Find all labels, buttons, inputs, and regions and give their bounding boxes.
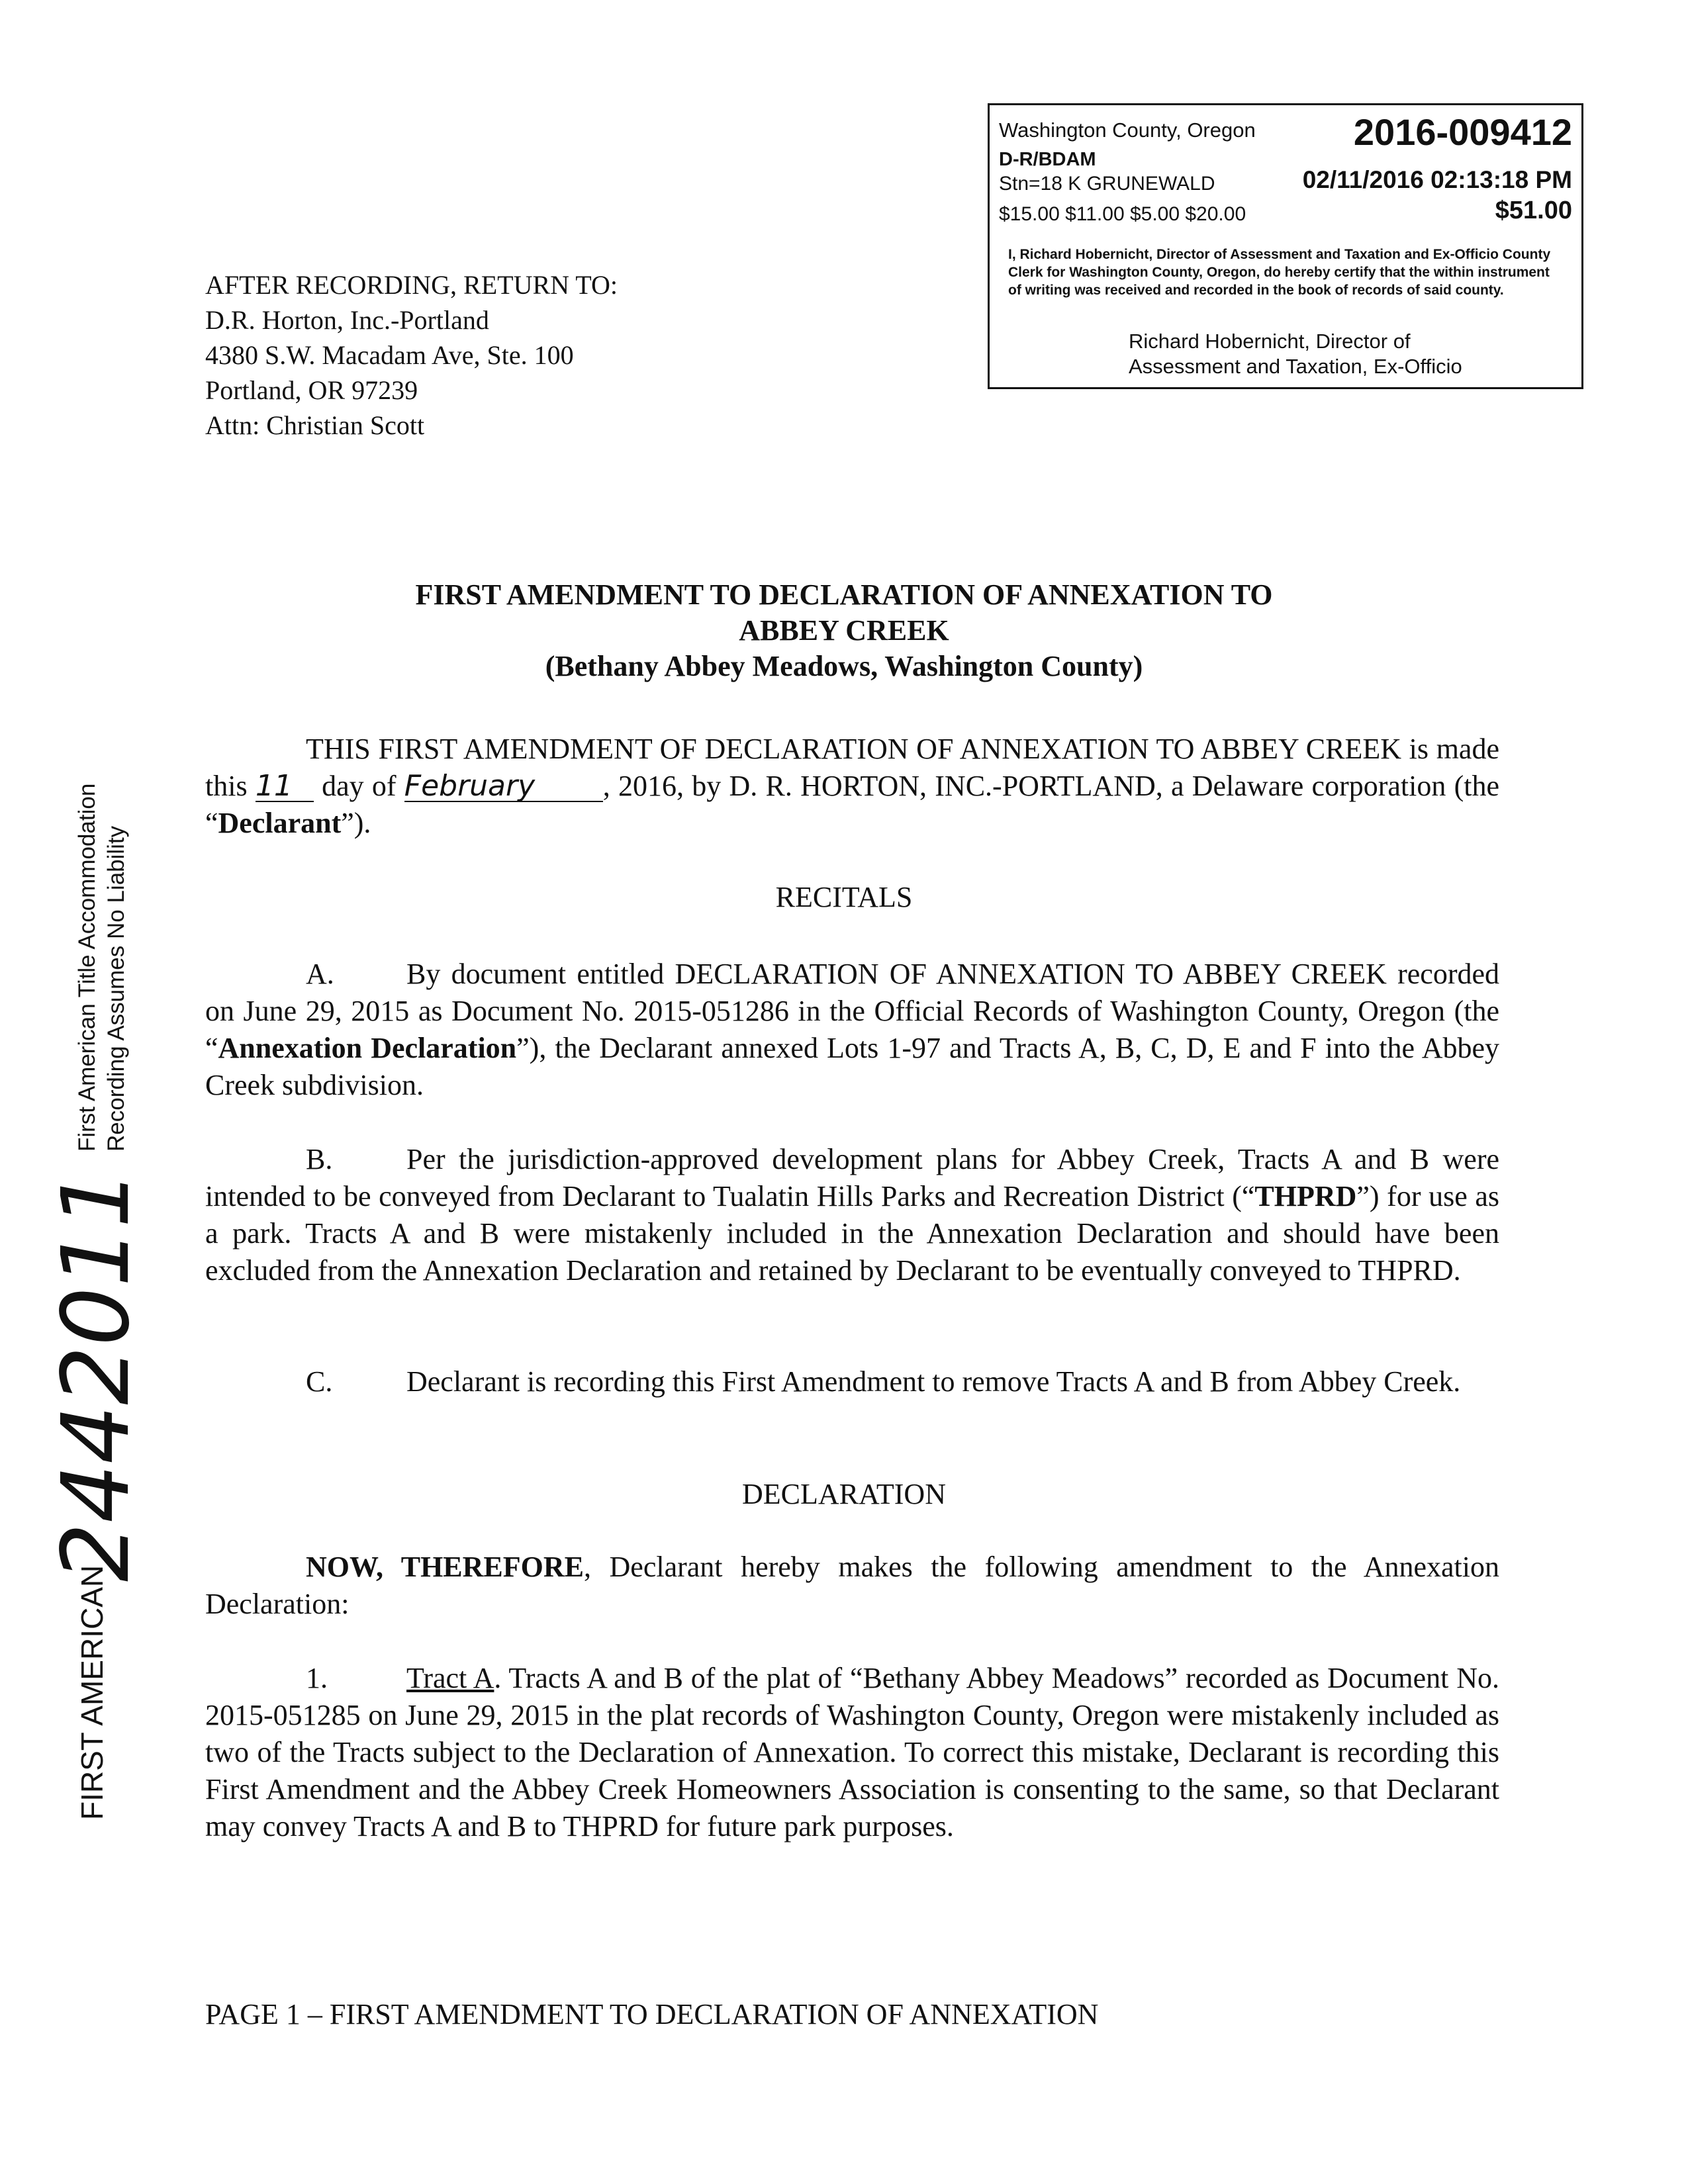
recital-b-text-2: ”) for use as a park. Tracts A and B were mistakenly included in the Annexation Declaration and should have been excluded from the Annexation Declaration and retained by Declarant to be eventually conveyed to THPRD. <box>205 1180 1500 1287</box>
recital-c <box>205 1363 1499 1400</box>
section-1-number: 1. <box>306 1662 328 1694</box>
intro-text-3: , 2016, by D. R. HORTON, INC.-PORTLAND, a Delaware corporation (the “ <box>205 770 1500 839</box>
intro-text-1: THIS FIRST AMENDMENT OF DECLARATION OF ANNEXATION TO ABBEY CREEK is made this <box>205 733 1499 802</box>
stamp-total: $51.00 <box>1495 197 1572 224</box>
recital-a-label: A. <box>306 958 334 990</box>
return-address <box>205 267 618 443</box>
declaration-heading: DECLARATION <box>742 1478 946 1510</box>
margin-handwritten-number: 2442011 <box>42 1169 150 1582</box>
stamp-station: Stn=18 K GRUNEWALD <box>999 173 1215 195</box>
recital-a-text-2: ”), the Declarant annexed Lots 1-97 and Tracts A, B, C, D, E and F into the Abbey Creek subdivision. <box>205 1032 1499 1101</box>
intro-text-2: day of <box>322 770 397 802</box>
now-therefore-text: , Declarant hereby makes the following amendment to the Annexation Declaration: <box>205 1551 1499 1620</box>
intro-paragraph <box>205 731 1499 842</box>
stamp-county: Washington County, Oregon <box>999 118 1256 142</box>
section-1 <box>205 1660 1499 1845</box>
recital-c-text: Declarant is recording this First Amendment to remove Tracts A and B from Abbey Creek. <box>406 1365 1461 1398</box>
return-street: 4380 S.W. Macadam Ave, Ste. 100 <box>205 340 574 370</box>
recital-a <box>205 956 1499 1104</box>
stamp-fees: $15.00 $11.00 $5.00 $20.00 <box>999 203 1246 225</box>
return-heading: AFTER RECORDING, RETURN TO: <box>205 270 618 300</box>
stamp-signer-line2: Assessment and Taxation, Ex-Officio <box>1129 355 1462 378</box>
title-line1: FIRST AMENDMENT TO DECLARATION OF ANNEXATION TO <box>415 578 1273 611</box>
recital-b-bold: THPRD <box>1254 1180 1357 1212</box>
recital-c-label: C. <box>306 1365 333 1398</box>
section-1-text: . Tracts A and B of the plat of “Bethany Abbey Meadows” recorded as Document No. 2015-051285 on June 29, 2015 in the plat records of Washington County, Oregon were mistakenly included as two of the Tracts subject to the Declaration of Annexation. To correct this mistake, Declarant is recording this First Amendment and the Abbey Creek Homeowners Association is consenting to the same, so that Declarant may convey Tracts A and B to THPRD for future park purposes. <box>205 1662 1499 1843</box>
stamp-certification: I, Richard Hobernicht, Director of Assessment and Taxation and Ex-Officio County Clerk for Washington County, Oregon, do hereby certify that the within instrument of writing was received and recorded in the book of records of said county. <box>1008 247 1551 298</box>
margin-accommodation-line2: Recording Assumes No Liability <box>103 825 129 1152</box>
now-therefore-paragraph <box>205 1549 1499 1623</box>
recital-b <box>205 1141 1499 1289</box>
intro-declarant: Declarant <box>218 807 342 839</box>
title-line2: ABBEY CREEK <box>739 614 949 647</box>
stamp-signer-line1: Richard Hobernicht, Director of <box>1129 330 1411 353</box>
stamp-datetime: 02/11/2016 02:13:18 PM <box>1302 166 1572 193</box>
section-1-heading: Tract A <box>406 1662 494 1694</box>
return-city: Portland, OR 97239 <box>205 375 418 405</box>
recitals-heading: RECITALS <box>775 881 913 913</box>
recording-stamp <box>988 103 1583 389</box>
recital-b-label: B. <box>306 1143 333 1175</box>
return-attn: Attn: Christian Scott <box>205 410 425 440</box>
recital-b-text-1: Per the jurisdiction-approved development plans for Abbey Creek, Tracts A and B were intended to be conveyed from Declarant to Tualatin Hills Parks and Recreation District (“ <box>205 1143 1499 1212</box>
margin-company: FIRST AMERICAN <box>75 1565 109 1820</box>
stamp-code: D-R/BDAM <box>999 149 1096 170</box>
now-therefore-bold: NOW, THEREFORE <box>306 1551 584 1583</box>
intro-day: 11 <box>255 769 293 803</box>
document-title <box>0 577 1688 684</box>
title-line3: (Bethany Abbey Meadows, Washington County) <box>545 650 1143 682</box>
page-footer: PAGE 1 – FIRST AMENDMENT TO DECLARATION OF ANNEXATION <box>205 1998 1099 2030</box>
return-company: D.R. Horton, Inc.-Portland <box>205 305 489 335</box>
recital-a-text-1: By document entitled DECLARATION OF ANNEXATION TO ABBEY CREEK recorded on June 29, 2015 as Document No. 2015-051286 in the Official Records of Washington County, Oregon (the “ <box>205 958 1499 1064</box>
stamp-document-number: 2016-009412 <box>1353 111 1572 153</box>
stamp-signer <box>1129 329 1462 379</box>
intro-month: February <box>404 769 536 803</box>
margin-accommodation-line1: First American Title Accommodation <box>74 783 100 1152</box>
intro-text-4: ”). <box>341 807 371 839</box>
recital-a-bold: Annexation Declaration <box>218 1032 517 1064</box>
